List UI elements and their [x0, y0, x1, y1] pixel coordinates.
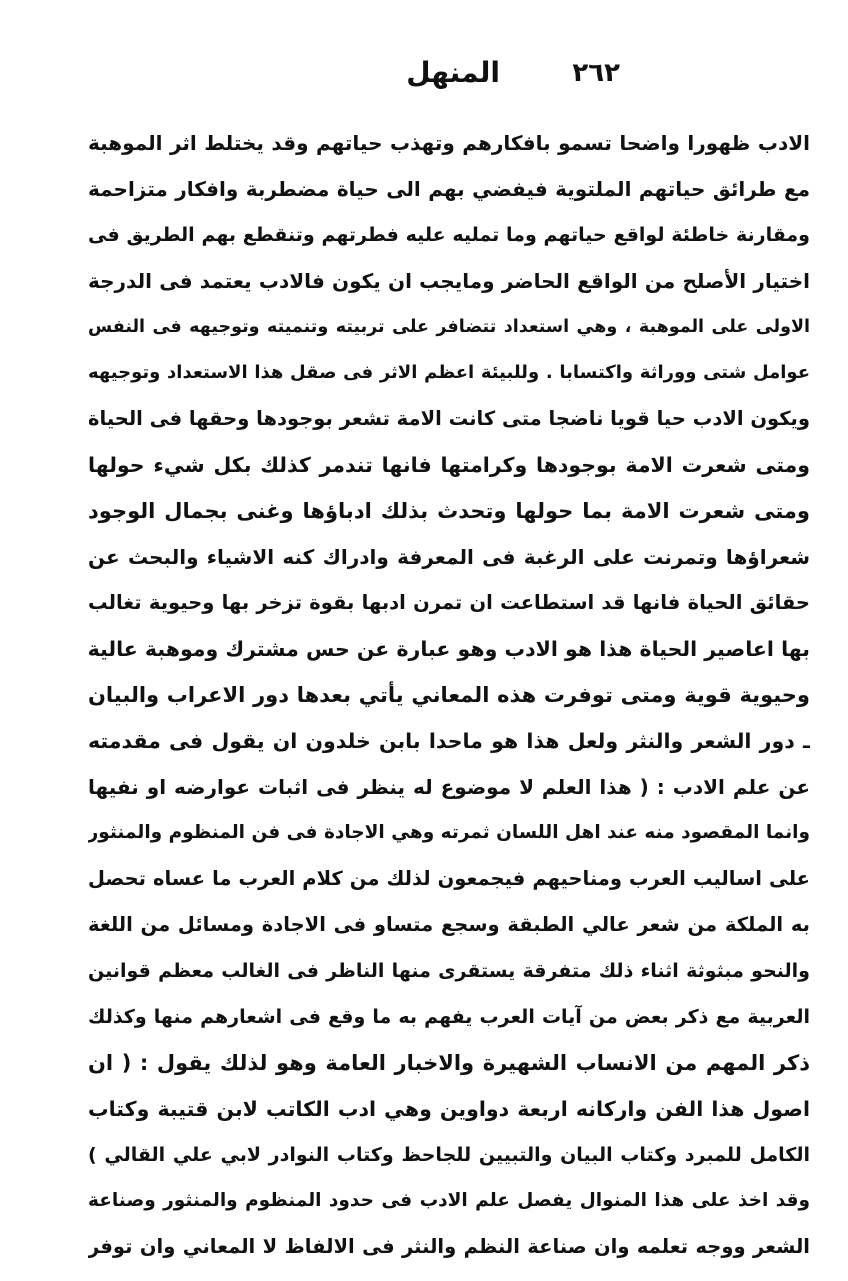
text-line: ذكر المهم من الانساب الشهيرة والاخبار العامة وهو لذلك يقول : ( ان — [88, 1051, 810, 1075]
text-line: العربية مع ذكر بعض من آيات العرب يفهم به ما وقع فى اشعارهم منها وكذلك — [88, 1006, 810, 1028]
text-line: على اساليب العرب ومناحيهم فيجمعون لذلك من كلام العرب ما عساه تحصل — [88, 867, 810, 890]
text-line: حقائق الحياة فانها قد استطاعت ان تمرن ادبها بقوة تزخر بها وحيوية تغالب — [88, 591, 810, 614]
text-line: ومتى شعرت الامة بما حولها وتحدث بذلك ادباؤها وغنى بجمال الوجود — [88, 499, 810, 523]
text-line: اصول هذا الفن واركانه اربعة دواوين وهي ادب الكاتب لابن قتيبة وكتاب — [88, 1097, 810, 1121]
text-line: وحيوية قوية ومتى توفرت هذه المعاني يأتي بعدها دور الاعراب والبيان — [88, 683, 810, 707]
text-line: ومقارنة خاطئة لواقع حياتهم وما تمليه عليه فطرتهم وتنقطع بهم الطريق فى — [88, 224, 810, 246]
text-line: عوامل شتى ووراثة واكتسابا . وللبيئة اعظم الاثر فى صقل هذا الاستعداد وتوجيهه — [88, 362, 810, 383]
page-header — [100, 52, 620, 92]
text-line: وانما المقصود منه عند اهل اللسان ثمرته وهي الاجادة فى فن المنظوم والمنثور — [88, 822, 810, 843]
text-line: الشعر ووجه تعلمه وان صناعة النظم والنثر فى الالفاظ لا المعاني وان توفر — [88, 1235, 810, 1258]
text-line: ويكون الادب حيا قويا ناضجا متى كانت الامة تشعر بوجودها وحقها فى الحياة — [88, 407, 810, 430]
text-line: ومتى شعرت الامة بوجودها وكرامتها فانها تندمر كذلك بكل شيء حولها — [88, 453, 810, 477]
text-line: والنحو مبثوثة اثناء ذلك متفرقة يستقرى منها الناظر فى الغالب معظم قوانين — [88, 960, 810, 982]
running-title: المنهل — [406, 56, 500, 89]
text-line: الاولى على الموهبة ، وهي استعداد تتضافر على تربيته وتنميته وتوجيهه فى النفس — [88, 317, 810, 337]
text-line: به الملكة من شعر عالي الطبقة وسجع متساو فى الاجادة ومسائل من اللغة — [88, 913, 810, 936]
text-line: عن علم الادب : ( هذا العلم لا موضوع له ينظر فى اثبات عوارضه او نفيها — [88, 775, 810, 799]
text-line: الكامل للمبرد وكتاب البيان والتبيين للجاحظ وكتاب النوادر لابي علي القالي ) — [88, 1144, 810, 1166]
text-line: ـ دور الشعر والنثر ولعل هذا هو ماحدا بابن خلدون ان يقول فى مقدمته — [88, 729, 810, 753]
text-line: وقد اخذ على هذا المنوال يفصل علم الادب فى حدود المنظوم والمنثور وصناعة — [88, 1190, 810, 1211]
text-line: الادب ظهورا واضحا تسمو بافكارهم وتهذب حياتهم وقد يختلط اثر الموهبة — [88, 131, 810, 155]
page-number: ٢٦٢ — [572, 58, 620, 88]
text-line: شعراؤها وتمرنت على الرغبة فى المعرفة وادراك كنه الاشياء والبحث عن — [88, 545, 810, 569]
text-line: مع طرائق حياتهم الملتوية فيفضي بهم الى حياة مضطربة وافكار متزاحمة — [88, 177, 810, 201]
text-line: اختيار الأصلح من الواقع الحاضر ومايجب ان يكون فالادب يعتمد فى الدرجة — [88, 269, 810, 293]
text-line: بها اعاصير الحياة هذا هو الادب وهو عبارة عن حس مشترك وموهبة عالية — [88, 637, 810, 661]
body-text — [88, 120, 810, 1270]
